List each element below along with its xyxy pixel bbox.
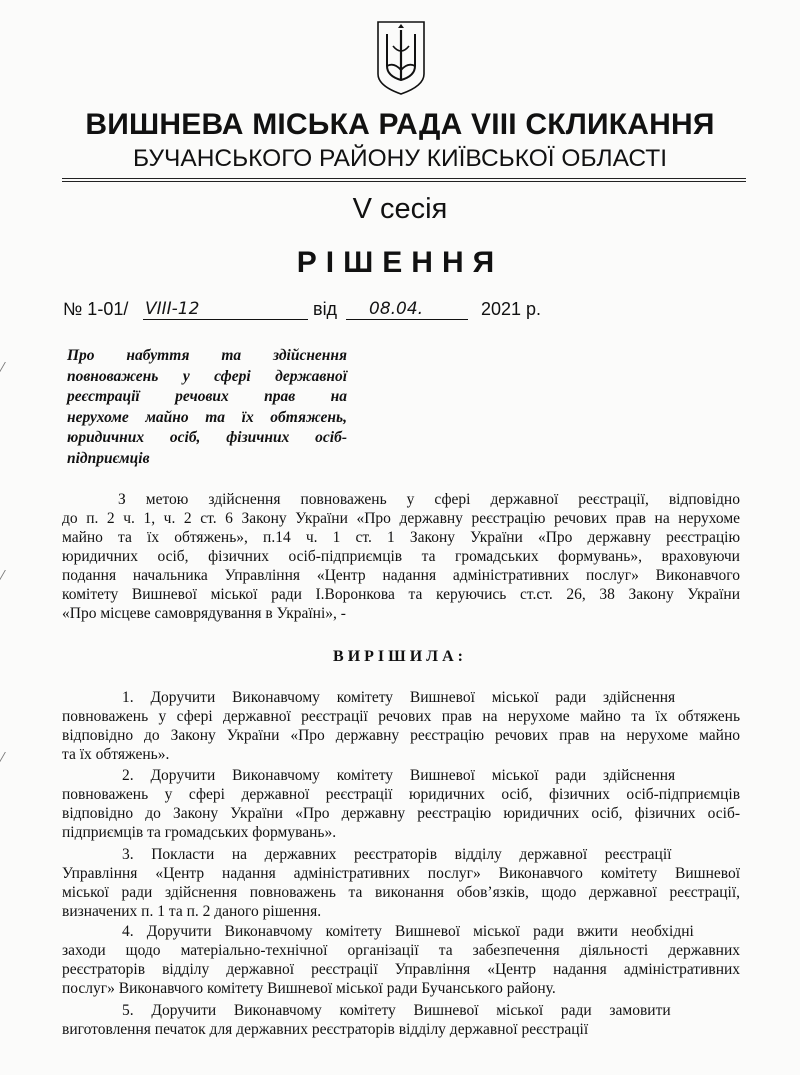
subject-line: Про набуття та здійснення — [67, 347, 347, 364]
preamble — [62, 490, 740, 623]
handwritten-number: VIII-12 — [145, 299, 200, 319]
preamble-line: юридичних осіб, фізичних осіб-підприємців та громадських формувань», враховуючи — [62, 548, 740, 565]
decision-item-4 — [62, 922, 740, 998]
subject-line: підприємців — [67, 449, 150, 467]
item-line: 4. Доручити Виконавчому комітету Вишневої міської ради вжити необхідні — [122, 923, 694, 940]
item-line: повноважень у сфері державної реєстрації юридичних осіб, фізичних осіб-підприємців — [62, 786, 741, 803]
item-line: міської ради здійснення повноважень та виконання обов’язків, щодо державної реєстрації, — [62, 884, 741, 901]
header-rule — [62, 178, 746, 179]
header-rule-second — [62, 181, 746, 182]
item-line: підприємців та громадських формувань». — [62, 824, 337, 841]
trident-emblem-icon — [376, 20, 426, 96]
session-label: V сесія — [352, 193, 448, 225]
item-line: Управління «Центр надання адміністративних послуг» Виконавчого комітету Вишневої — [62, 865, 741, 882]
document-type: РІШЕННЯ — [296, 246, 504, 279]
item-line: повноважень у сфері державної реєстрації речових прав на нерухоме майно та їх обтяжень — [62, 708, 741, 725]
date-from-label: від — [313, 299, 338, 319]
item-line: 3. Покласти на державних реєстраторів відділу державної реєстрації — [122, 846, 672, 863]
decision-number-line — [63, 297, 583, 325]
subject-line: юридичних осіб, фізичних осіб- — [67, 429, 347, 446]
decision-item-2 — [62, 766, 740, 842]
item-line: заходи щодо матеріально-технічної організації та забезпечення діяльності державних — [62, 942, 740, 959]
decision-year: 2021 р. — [481, 299, 542, 319]
item-line: відповідно до Закону України «Про державну реєстрацію речових прав на нерухоме майно — [62, 727, 740, 744]
council-name: ВИШНЕВА МІСЬКА РАДА VIII СКЛИКАННЯ — [85, 108, 715, 141]
decision-item-5 — [62, 1001, 740, 1039]
preamble-line: подання начальника Управління «Центр надання адміністративних послуг» Виконавчого — [62, 567, 740, 584]
district-name: БУЧАНСЬКОГО РАЙОНУ КИЇВСЬКОЇ ОБЛАСТІ — [132, 145, 668, 172]
item-line: визначених п. 1 та п. 2 даного рішення. — [62, 903, 322, 920]
item-line: 5. Доручити Виконавчому комітету Вишневої міської ради замовити — [122, 1002, 671, 1019]
subject-line: нерухоме майно та їх обтяжень, — [67, 408, 347, 426]
item-line: виготовлення печаток для державних реєстраторів відділу державної реєстрації — [62, 1021, 589, 1038]
preamble-line: майно та їх обтяжень», п.14 ч. 1 ст. 1 Закону України «Про державну реєстрацію — [62, 529, 741, 546]
decision-subject — [67, 346, 347, 469]
item-line: послуг» Виконавчого комітету Вишневої міської ради Бучанського району. — [62, 980, 556, 997]
preamble-line: З метою здійснення повноважень у сфері державної реєстрації, відповідно — [118, 491, 740, 508]
scan-edge-mark — [0, 362, 14, 372]
subject-line: реєстрації речових прав на — [67, 388, 347, 405]
decision-item-3 — [62, 845, 740, 921]
preamble-line: до п. 2 ч. 1, ч. 2 ст. 6 Закону України «Про державну реєстрацію речових прав на нерухоме — [62, 510, 741, 527]
subject-line: повноважень у сфері державної — [67, 367, 347, 385]
preamble-line: комітету Вишневої міської ради І.Воронкова та керуючись ст.ст. 26, 38 Закону України — [62, 586, 741, 603]
handwritten-date: 08.04. — [369, 299, 424, 319]
item-line: відповідно до Закону України «Про державну реєстрацію юридичних осіб, фізичних осіб- — [62, 805, 740, 822]
item-line: 2. Доручити Виконавчому комітету Вишневої міської ради здійснення — [122, 767, 676, 784]
item-line: 1. Доручити Виконавчому комітету Вишневої міської ради здійснення — [122, 689, 676, 706]
scan-edge-mark — [0, 570, 14, 580]
item-line: та їх обтяжень». — [62, 746, 170, 763]
decision-item-1 — [62, 688, 740, 764]
ruling-heading: ВИРІШИЛА: — [333, 648, 467, 665]
preamble-line: «Про місцеве самоврядування в Україні», - — [62, 605, 346, 622]
scan-edge-mark — [0, 752, 14, 762]
number-prefix: № 1-01/ — [63, 299, 129, 319]
item-line: реєстраторів відділу державної реєстрації Управління «Центр надання адміністративних — [62, 961, 741, 978]
